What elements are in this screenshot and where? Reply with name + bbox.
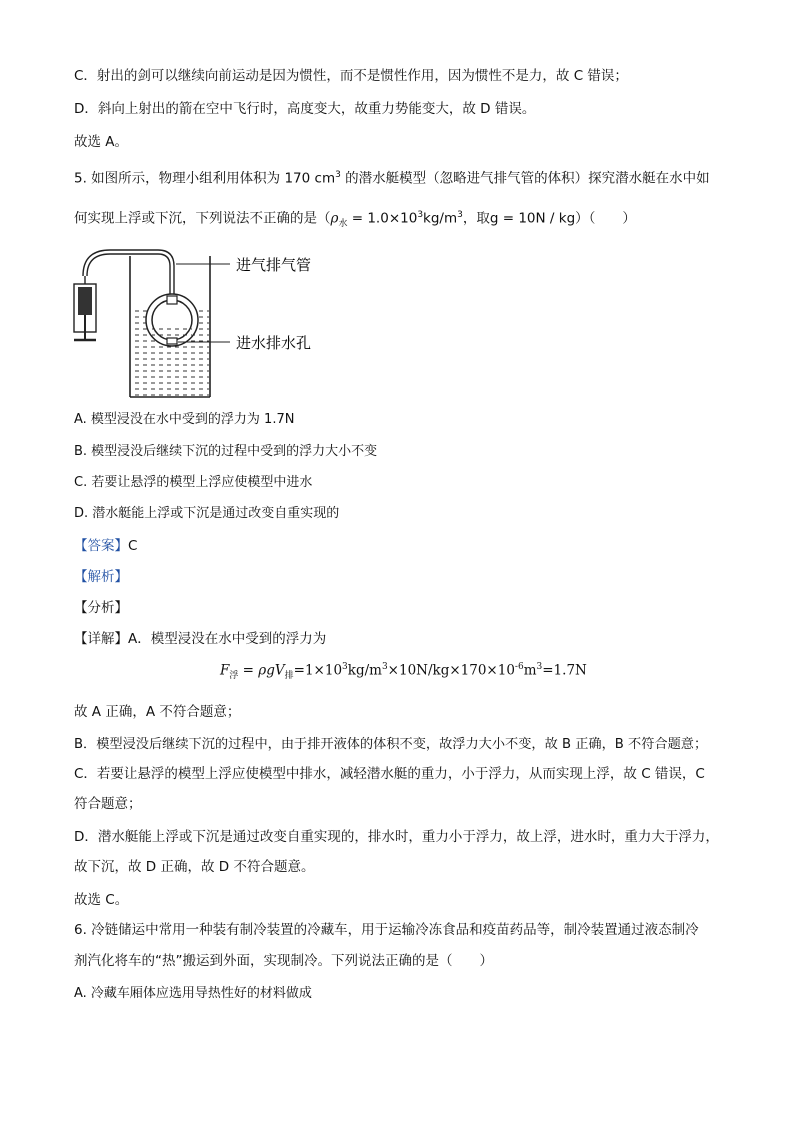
q5-detail-d-line2: 故下沉，故 D 正确，故 D 不符合题意。: [74, 859, 315, 875]
q4-option-c-explanation: C．射出的剑可以继续向前运动是因为惯性，而不是惯性作用，因为惯性不是力，故 C 错误；: [74, 68, 628, 84]
q5-detail-c-line1: C．若要让悬浮的模型上浮应使模型中排水，减轻潜水艇的重力，小于浮力，从而实现上浮，故 C 错误，C: [74, 766, 705, 782]
q5-stem-line-2: 何实现上浮或下沉，下列说法不正确的是（$\rho_水 = 1.0\times 10^3kg/m^3$，取g = 10N / kg）（ ）: [74, 210, 636, 230]
syringe-icon: [74, 276, 96, 340]
q5-answer: 【答案】C: [74, 538, 138, 554]
q5-fenxi-tag: 【分析】: [74, 600, 128, 616]
q5-option-a: A. 模型浸没在水中受到的浮力为 1.7N: [74, 412, 295, 427]
q5-option-d: D. 潜水艇能上浮或下沉是通过改变自重实现的: [74, 506, 340, 521]
q5-choose: 故选 C。: [74, 892, 129, 908]
q5-analysis-tag: 【解析】: [74, 569, 128, 585]
q5-detail-b: B．模型浸没后继续下沉的过程中，由于排开液体的体积不变，故浮力大小不变，故 B 正确，B 不符合题意；: [74, 737, 708, 752]
q6-option-a: A. 冷藏车厢体应选用导热性好的材料做成: [74, 986, 312, 1001]
q6-stem-line-1: 6. 冷链储运中常用一种装有制冷装置的冷藏车，用于运输冷冻食品和疫苗药品等，制冷装置通过液态制冷: [74, 922, 699, 938]
q5-stem-line-1: 5. 如图所示，物理小组利用体积为 170 $cm^3$ 的潜水艇模型（忽略进气排气管的体积）探究潜水艇在水中如: [74, 170, 710, 187]
q5-option-c: C. 若要让悬浮的模型上浮应使模型中进水: [74, 475, 313, 490]
buoyancy-formula: $F_浮 = \rho gV_排=1\times 10^3kg/m^3\times 10N/kg\times 170\times 10^{-6}m^3=1.7N$: [220, 662, 587, 682]
q6-stem-line-2: 剂汽化将车的“热”搬运到外面，实现制冷。下列说法正确的是（ ）: [74, 953, 493, 969]
submarine-model: [146, 294, 198, 346]
q5-detail-c-line2: 符合题意；: [74, 796, 142, 812]
q5-detail-d-line1: D．潜水艇能上浮或下沉是通过改变自重实现的，排水时，重力小于浮力，故上浮，进水时，重力大于浮力，: [74, 829, 719, 845]
q5-detail-a-result: 故 A 正确，A 不符合题意；: [74, 704, 241, 720]
label-water-hole: 进水排水孔: [236, 334, 312, 352]
q5-detail-a: 【详解】A．模型浸没在水中受到的浮力为: [74, 631, 327, 647]
q5-option-b: B. 模型浸没后继续下沉的过程中受到的浮力大小不变: [74, 444, 378, 459]
q4-option-d-explanation: D．斜向上射出的箭在空中飞行时，高度变大，故重力势能变大，故 D 错误。: [74, 101, 536, 117]
submarine-figure: [70, 242, 350, 402]
label-intake-exhaust-pipe: 进气排气管: [236, 256, 312, 274]
q4-choose: 故选 A。: [74, 134, 129, 150]
